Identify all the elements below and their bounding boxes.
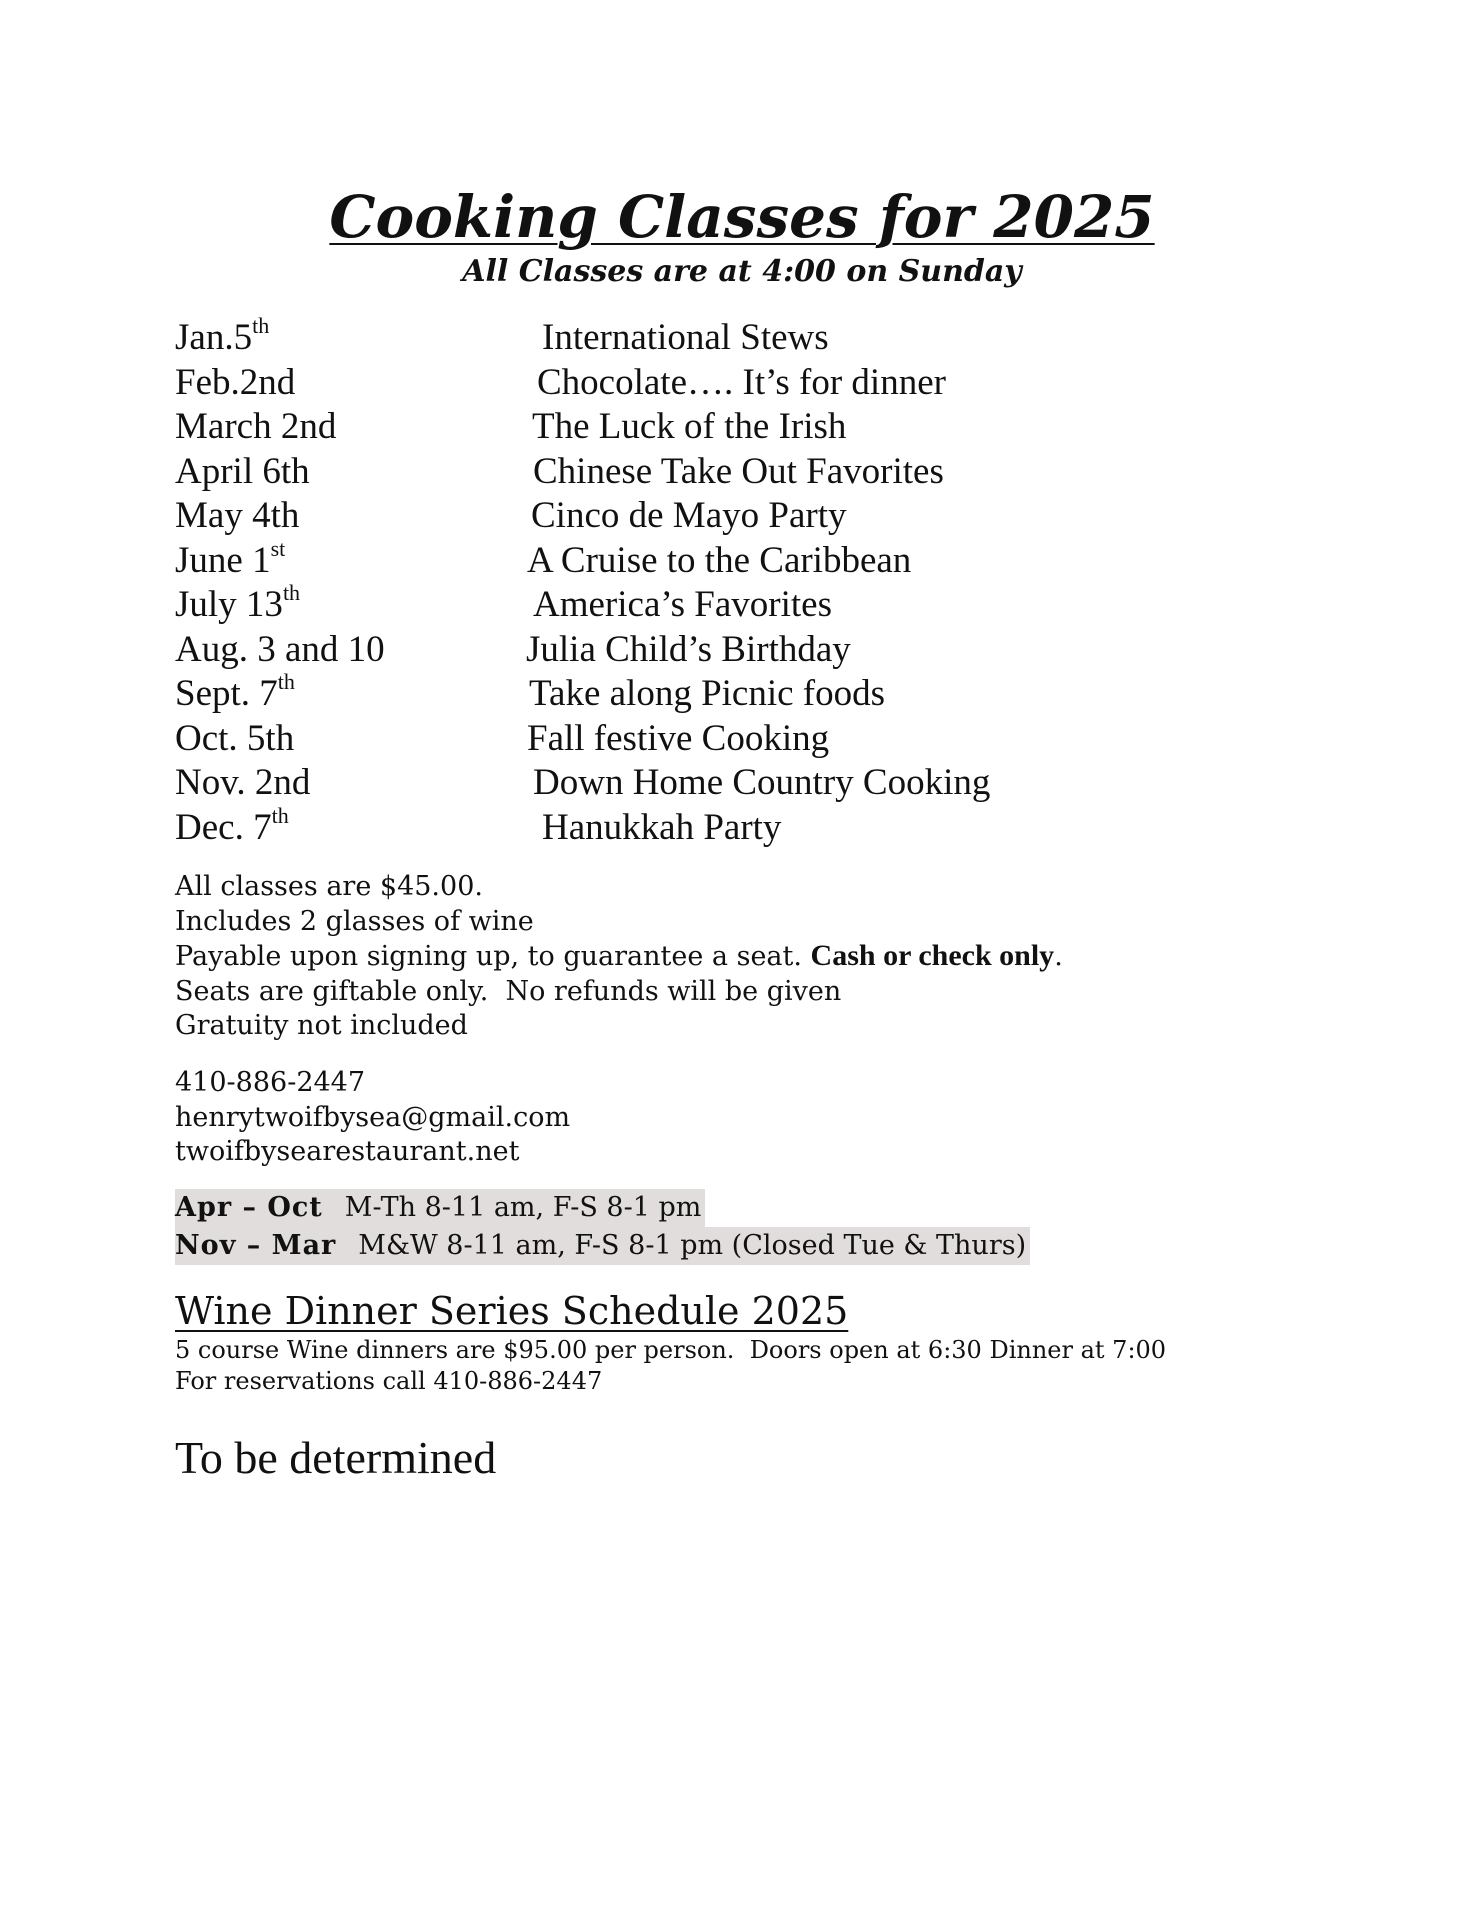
class-date: March 2nd [175, 406, 337, 447]
class-date: Nov. 2nd [175, 762, 311, 803]
class-row [175, 450, 1375, 495]
class-row [175, 494, 1375, 539]
class-topic: The Luck of the Irish [532, 406, 847, 447]
hours-row [175, 1189, 1030, 1227]
class-row [175, 313, 1375, 361]
class-date: Oct. 5th [175, 717, 295, 759]
class-row [175, 669, 1375, 717]
email-address: henrytwoifbysea@gmail.com [175, 1101, 571, 1133]
class-row [175, 717, 1375, 762]
class-row [175, 761, 1375, 806]
class-topic: Fall festive Cooking [527, 717, 830, 759]
payment-note: Payable upon signing up, to guarantee a seat. Cash or check only. [175, 939, 1063, 972]
class-row [175, 580, 1375, 628]
wine-series-details: 5 course Wine dinners are $95.00 per person. Doors open at 6:30 Dinner at 7:00 [175, 1336, 1167, 1364]
class-topic: Chinese Take Out Favorites [533, 450, 944, 492]
page-title-text: Cooking Classes for 2025 [329, 183, 1155, 251]
class-topic: International Stews [542, 317, 829, 358]
wine-series-title: Wine Dinner Series Schedule 2025 [175, 1289, 849, 1333]
class-date: Feb.2nd [175, 361, 296, 403]
price-note: All classes are $45.00. [175, 871, 483, 902]
contact-info [175, 1066, 1375, 1170]
hours-season: Nov – Mar [175, 1230, 337, 1261]
page-title [0, 182, 1484, 252]
class-schedule [175, 313, 1375, 850]
class-topic: Julia Child’s Birthday [526, 628, 851, 670]
business-hours [175, 1189, 1030, 1265]
class-topic: A Cruise to the Caribbean [527, 539, 912, 581]
class-topic: Down Home Country Cooking [533, 762, 991, 803]
page-subtitle: All Classes are at 4:00 on Sunday [462, 254, 1022, 289]
class-topic: Cinco de Mayo Party [531, 495, 847, 536]
class-row [175, 535, 1375, 584]
hours-times: M-Th 8-11 am, F-S 8-1 pm [344, 1192, 702, 1223]
website: twoifbysearestaurant.net [175, 1136, 520, 1167]
class-topic: Chocolate…. It’s for dinner [537, 361, 946, 403]
class-date: June 1st [175, 535, 286, 581]
wine-note: Includes 2 glasses of wine [175, 905, 534, 937]
wine-series-status: To be determined [175, 1432, 497, 1483]
class-policies [175, 870, 1375, 1044]
class-date: Dec. 7th [175, 802, 289, 848]
hours-times: M&W 8-11 am, F-S 8-1 pm (Closed Tue & Thurs) [358, 1230, 1027, 1261]
class-row [175, 405, 1375, 450]
gratuity-note: Gratuity not included [175, 1010, 468, 1041]
payment-method: Cash or check only [810, 939, 1055, 972]
class-date: April 6th [175, 450, 310, 492]
hours-season: Apr – Oct [175, 1192, 323, 1223]
class-date: Aug. 3 and 10 [175, 628, 385, 670]
class-date: Sept. 7th [175, 669, 295, 714]
refund-note: Seats are giftable only. No refunds will be given [175, 975, 842, 1007]
class-topic: Take along Picnic foods [529, 673, 886, 714]
phone-number: 410-886-2447 [175, 1067, 366, 1098]
class-row [175, 361, 1375, 406]
hours-row [175, 1227, 1030, 1265]
class-row [175, 802, 1375, 851]
wine-series-info [175, 1335, 1166, 1397]
wine-series-reservations: For reservations call 410-886-2447 [175, 1367, 603, 1395]
class-date: May 4th [175, 495, 300, 536]
class-date: Jan.5th [175, 313, 270, 358]
class-date: July 13th [175, 580, 301, 625]
class-topic: Hanukkah Party [542, 806, 782, 848]
class-topic: America’s Favorites [533, 584, 832, 625]
class-row [175, 628, 1375, 673]
